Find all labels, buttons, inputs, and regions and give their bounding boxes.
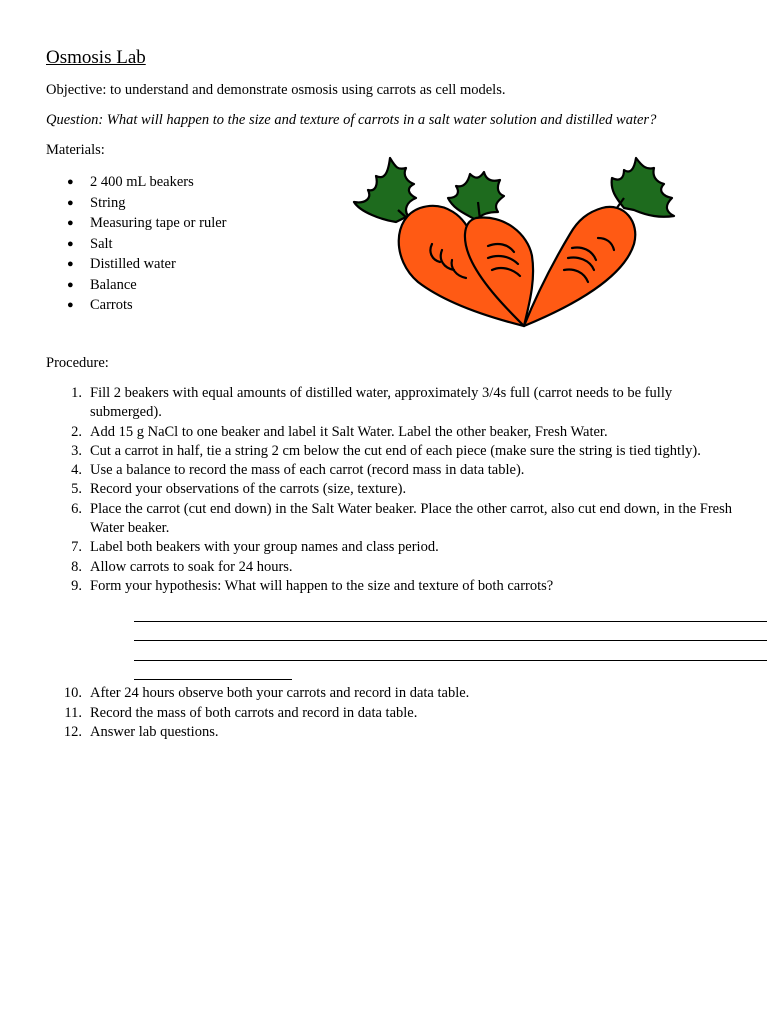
- objective-text: Objective: to understand and demonstrate osmosis using carrots as cell models.: [46, 82, 506, 98]
- list-item: 5. Record your observations of the carrots (size, texture).: [71, 481, 407, 498]
- procedure-heading: Procedure:: [46, 355, 109, 371]
- list-item: 11. Record the mass of both carrots and record in data table.: [64, 704, 418, 721]
- materials-list: [46, 172, 227, 316]
- answer-line[interactable]: [134, 622, 767, 642]
- answer-line[interactable]: [134, 661, 292, 681]
- answer-line[interactable]: [134, 641, 767, 661]
- bullet-icon: ●: [67, 196, 74, 209]
- list-item: ● String: [46, 193, 227, 214]
- bullet-icon: ●: [67, 237, 74, 250]
- materials-heading: Materials:: [46, 142, 105, 158]
- list-item: 6. Place the carrot (cut end down) in the Salt Water beaker. Place the other carrot, also cut end down, in the Fresh Water beaker.: [71, 500, 732, 537]
- list-item: 4. Use a balance to record the mass of each carrot (record mass in data table).: [71, 462, 525, 479]
- question-text: Question: What will happen to the size and texture of carrots in a salt water solution and distilled water?: [46, 112, 657, 128]
- leaf-icon: [354, 158, 416, 222]
- leaf-icon: [612, 158, 674, 217]
- list-item: ● 2 400 mL beakers: [46, 172, 227, 193]
- list-item: 1. Fill 2 beakers with equal amounts of distilled water, approximately 3/4s full (carrot needs to be fully submerged).: [71, 385, 673, 421]
- bullet-icon: ●: [67, 217, 74, 229]
- list-item: ● Balance: [46, 275, 227, 296]
- answer-line[interactable]: [134, 602, 767, 622]
- list-item: ● Distilled water: [46, 254, 227, 275]
- list-item: 2. Add 15 g NaCl to one beaker and label it Salt Water. Label the other beaker, Fresh Water.: [71, 423, 608, 440]
- list-item: ● Measuring tape or ruler: [46, 213, 227, 234]
- carrots-illustration: [348, 150, 693, 335]
- bullet-icon: ●: [67, 258, 74, 270]
- list-item: 3. Cut a carrot in half, tie a string 2 cm below the cut end of each piece (make sure the string is tied tightly).: [71, 442, 701, 459]
- list-item: 9. Form your hypothesis: What will happen to the size and texture of both carrots?: [46, 577, 736, 680]
- bullet-icon: ●: [67, 299, 74, 311]
- bullet-icon: ●: [67, 278, 74, 291]
- list-item: 8. Allow carrots to soak for 24 hours.: [71, 558, 293, 575]
- page-title: Osmosis Lab: [46, 47, 146, 68]
- hypothesis-answer-lines[interactable]: [90, 602, 736, 680]
- bullet-icon: ●: [67, 176, 74, 188]
- list-item: ● Carrots: [46, 295, 227, 316]
- list-item: 12. Answer lab questions.: [63, 723, 219, 740]
- list-item: ● Salt: [46, 234, 227, 255]
- procedure-list: [46, 384, 736, 742]
- carrot-icon: [524, 207, 635, 326]
- list-item: 10. After 24 hours observe both your carrots and record in data table.: [63, 685, 470, 702]
- list-item: 7. Label both beakers with your group names and class period.: [71, 539, 439, 556]
- leaf-icon: [448, 172, 504, 220]
